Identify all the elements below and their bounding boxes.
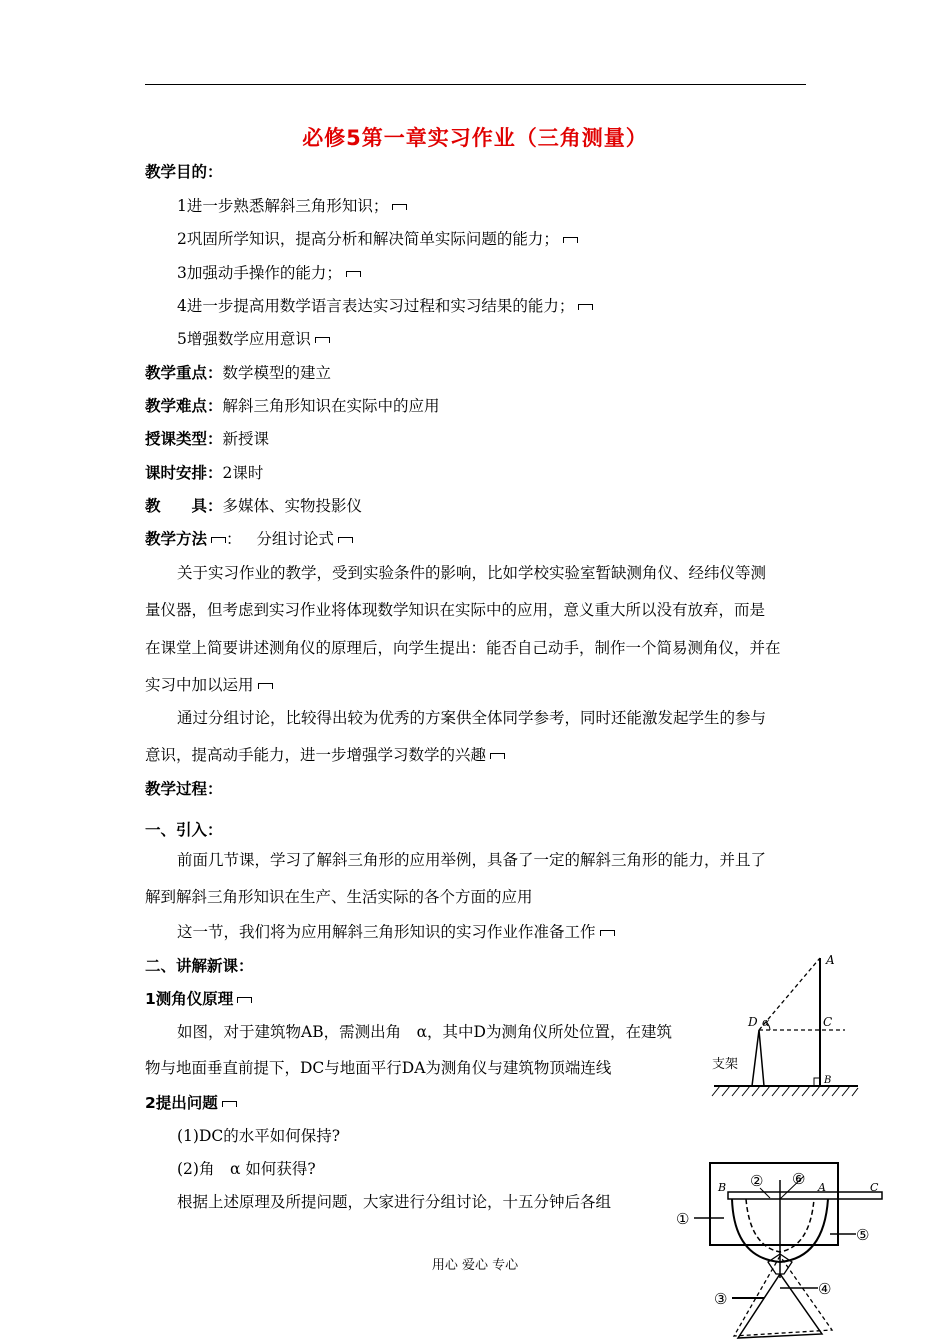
teaching-method: 教学方法 ： 分组讨论式 (145, 529, 353, 549)
difficult-point: 教学难点：解斜三角形知识在实际中的应用 (145, 397, 440, 415)
fig2-a-label: A (818, 1181, 826, 1194)
goal-5: 5增强数学应用意识 (177, 329, 330, 349)
fig2-b-label: B (718, 1181, 727, 1194)
point-c-label: C (823, 1015, 833, 1029)
point-a-label: A (826, 953, 835, 967)
principle-line-1: 如图，对于建筑物AB，需测出角 α，其中D为测角仪所处位置，在建筑 (177, 1023, 672, 1041)
para1-line-2: 量仪器，但考虑到实习作业将体现数学知识在实际中的应用，意义重大所以没有放弃，而是 (145, 601, 766, 619)
goal-4: 4进一步提高用数学语言表达实习过程和实习结果的能力； (177, 296, 593, 316)
para1-line-1: 关于实习作业的教学，受到实验条件的影响，比如学校实验室暂缺测角仪、经纬仪等测 (177, 564, 767, 582)
footer: 用心 爱心 专心 (431, 1258, 519, 1273)
point-b-label: B (824, 1075, 832, 1086)
marker-6: ⑥ (792, 1170, 806, 1188)
marker-4: ④ (818, 1280, 832, 1298)
intro-line-2: 解到解斜三角形知识在生产、生活实际的各个方面的应用 (145, 888, 533, 906)
intro-line-1: 前面几节课，学习了解斜三角形的应用举例，具备了一定的解斜三角形的能力，并且了 (177, 851, 767, 869)
goal-1: 1进一步熟悉解斜三角形知识； (177, 196, 407, 216)
marker-2: ② (750, 1172, 764, 1190)
marker-3: ③ (714, 1290, 728, 1308)
instrument-figure (672, 1158, 894, 1344)
marker-1: ① (676, 1210, 690, 1228)
subsection-1-heading: 1测角仪原理 (145, 989, 252, 1009)
teaching-aids: 教 具：多媒体、实物投影仪 (145, 497, 363, 515)
lesson-hours: 课时安排：2课时 (145, 464, 264, 482)
header-rule (145, 84, 806, 85)
principle-line-2: 物与地面垂直前提下，DC与地面平行DA为测角仪与建筑物顶端连线 (145, 1059, 612, 1077)
para2-line-2: 意识，提高动手能力，进一步增强学习数学的兴趣 (145, 745, 505, 765)
lesson-type: 授课类型：新授课 (145, 430, 270, 448)
point-d-label: D (748, 1015, 758, 1029)
section-2-heading: 二、讲解新课： (145, 957, 254, 975)
key-point: 教学重点：数学模型的建立 (145, 364, 332, 382)
alpha-label: α (762, 1016, 770, 1029)
goal-2: 2巩固所学知识，提高分析和解决简单实际问题的能力； (177, 229, 578, 249)
stand-label: 支架 (712, 1057, 739, 1072)
goals-heading: 教学目的： (145, 163, 223, 181)
goal-3: 3加强动手操作的能力； (177, 263, 361, 283)
question-1: (1)DC的水平如何保持? (177, 1127, 341, 1145)
question-2: (2)角 α 如何获得? (177, 1160, 316, 1178)
section-1-heading: 一、引入： (145, 821, 223, 839)
intro-line-3: 这一节，我们将为应用解斜三角形知识的实习作业作准备工作 (177, 922, 615, 942)
subsection-2-heading: 2提出问题 (145, 1093, 237, 1113)
para1-line-3: 在课堂上简要讲述测角仪的原理后，向学生提出：能否自己动手，制作一个简易测角仪，并在 (145, 639, 781, 657)
para2-line-1: 通过分组讨论，比较得出较为优秀的方案供全体同学参考，同时还能激发起学生的参与 (177, 709, 767, 727)
marker-5: ⑤ (856, 1226, 870, 1244)
page-title: 必修5第一章实习作业（三角测量） (302, 126, 648, 150)
last-line: 根据上述原理及所提问题，大家进行分组讨论，十五分钟后各组 (177, 1193, 612, 1211)
angle-measurement-figure (700, 950, 870, 1105)
para1-line-4: 实习中加以运用 (145, 675, 273, 695)
fig2-c-label: C (870, 1181, 879, 1194)
process-heading: 教学过程： (145, 780, 223, 798)
